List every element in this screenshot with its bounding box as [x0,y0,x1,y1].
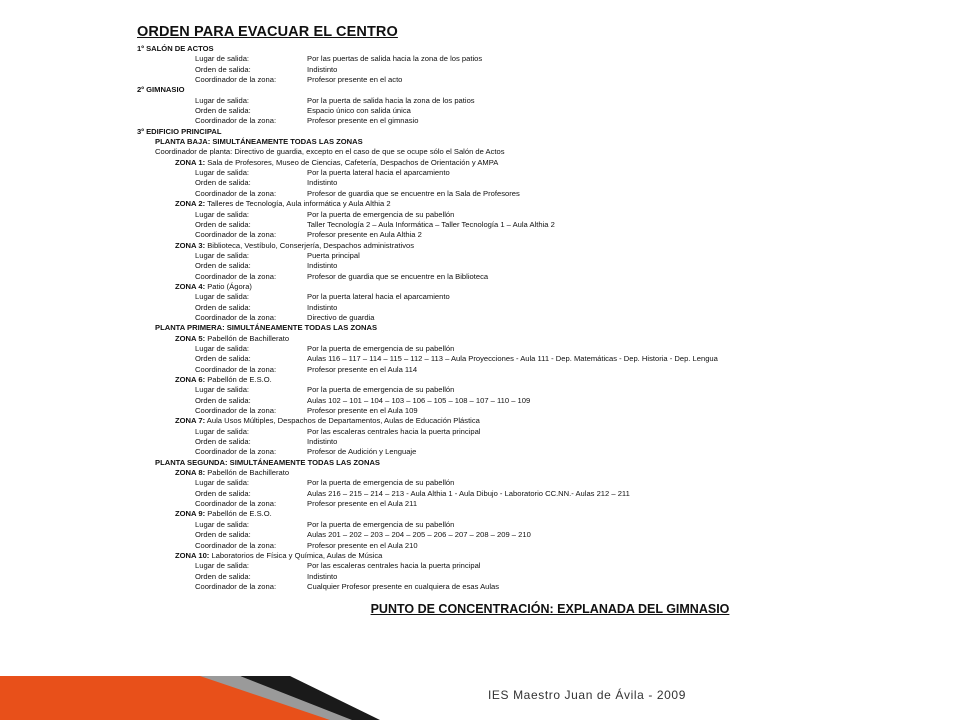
section-heading: 1º SALÓN DE ACTOS [137,44,214,53]
field-row [135,220,835,230]
field-row [135,178,835,188]
field-label: Coordinador de la zona: [195,499,277,509]
field-row [135,385,835,395]
field-label: Orden de salida: [195,178,251,188]
zone-description: Talleres de Tecnología, Aula informática y Aula Althia 2 [205,199,391,209]
field-row [135,489,835,499]
zone-description: Sala de Profesores, Museo de Ciencias, Cafetería, Despachos de Orientación y AMPA [205,157,499,167]
field-value: Indistinto [307,261,338,271]
field-value: Profesor de guardia que se encuentre en la Biblioteca [307,271,489,281]
field-value: Profesor presente en el Aula 210 [307,540,418,550]
field-value: Por la puerta de emergencia de su pabellón [307,478,455,488]
field-value: Profesor presente en el acto [307,75,403,85]
field-label: Coordinador de la zona: [195,406,277,416]
field-row [135,116,835,126]
field-value: Indistinto [307,178,338,188]
field-row [135,261,835,271]
field-label: Lugar de salida: [195,54,250,64]
field-value: Puerta principal [307,250,360,260]
field-value: Por la puerta de emergencia de su pabellón [307,209,455,219]
field-label: Orden de salida: [195,571,251,581]
field-label: Orden de salida: [195,437,251,447]
field-row [135,210,835,220]
field-label: Coordinador de la zona: [195,75,277,85]
field-value: Profesor de guardia que se encuentre en la Sala de Profesores [307,188,520,198]
field-value: Profesor presente en el Aula 114 [307,364,418,374]
field-row [135,427,835,437]
field-value: Por las puertas de salida hacia la zona de los patios [307,54,483,64]
floor-heading: PLANTA BAJA: SIMULTÁNEAMENTE TODAS LAS ZONAS [155,137,363,147]
zone-description: Pabellón de E.S.O. [205,509,272,519]
zone-label: ZONA 3: [175,240,206,250]
field-value: Espacio único con salida única [307,106,411,116]
field-label: Orden de salida: [195,530,251,540]
field-row [135,499,835,509]
zone-heading [135,468,835,478]
field-row [135,189,835,199]
zone-label: ZONA 10: [175,550,210,560]
field-label: Coordinador de la zona: [195,540,277,550]
floor-note: Coordinador de planta: Directivo de guardia, excepto en el caso de que se ocupe sólo el Salón de Actos [155,147,505,157]
zone-label: ZONA 6: [175,375,206,384]
field-label: Lugar de salida: [195,95,250,105]
field-row [135,272,835,282]
field-row [135,561,835,571]
zone-heading [135,158,835,168]
zone-description: Pabellón de Bachillerato [205,468,290,478]
field-row [135,520,835,530]
field-value: Por la puerta lateral hacia el aparcamiento [307,292,450,302]
field-row [135,406,835,416]
field-label: Lugar de salida: [195,209,250,219]
field-label: Orden de salida: [195,219,251,229]
field-row [135,437,835,447]
field-row [135,530,835,540]
field-value: Profesor presente en Aula Althia 2 [307,230,422,240]
field-label: Orden de salida: [195,354,251,364]
field-label: Coordinador de la zona: [195,364,277,374]
document-title: ORDEN PARA EVACUAR EL CENTRO [137,24,398,40]
footer-text: IES Maestro Juan de Ávila - 2009 [488,688,686,702]
section-heading: 3º EDIFICIO PRINCIPAL [137,126,222,136]
field-value: Aulas 201 – 202 – 203 – 204 – 205 – 206 – 207 – 208 – 209 – 210 [307,530,531,540]
field-label: Lugar de salida: [195,250,250,260]
field-row [135,96,835,106]
zone-label: ZONA 5: [175,333,206,343]
zone-label: ZONA 1: [175,157,206,167]
zone-description: Aula Usos Múltiples, Despachos de Departamentos, Aulas de Educación Plástica [205,416,480,426]
field-label: Coordinador de la zona: [195,116,277,126]
field-value: Por la puerta de emergencia de su pabellón [307,343,455,353]
field-row [135,54,835,64]
field-value: Profesor presente en el Aula 109 [307,406,418,416]
field-row [135,251,835,261]
field-row [135,541,835,551]
field-row [135,75,835,85]
field-value: Aulas 216 – 215 – 214 – 213 - Aula Althia 1 - Aula Dibujo - Laboratorio CC.NN.- Aulas 212 – 211 [307,488,630,498]
document-page [135,24,835,616]
field-label: Orden de salida: [195,64,251,74]
zone-heading [135,241,835,251]
field-label: Lugar de salida: [195,478,250,488]
zone-heading [135,199,835,209]
field-value: Aulas 116 – 117 – 114 – 115 – 112 – 113 – Aula Proyecciones - Aula 111 - Dep. Matemáticas - Dep. Historia - Dep. Lengua [307,354,718,364]
zone-description: Pabellón de E.S.O. [205,375,272,384]
field-label: Coordinador de la zona: [195,447,277,457]
field-row [135,582,835,592]
zone-description: Patio (Ágora) [205,281,252,291]
field-label: Lugar de salida: [195,385,250,395]
floor-heading: PLANTA PRIMERA: SIMULTÁNEAMENTE TODAS LAS ZONAS [155,323,378,333]
field-label: Lugar de salida: [195,292,250,302]
zone-label: ZONA 9: [175,509,206,519]
field-value: Profesor de Audición y Lenguaje [307,447,417,457]
field-value: Por la puerta de emergencia de su pabellón [307,519,455,529]
field-value: Cualquier Profesor presente en cualquiera de esas Aulas [307,581,500,591]
field-row [135,292,835,302]
field-label: Lugar de salida: [195,168,250,178]
section-heading: 2º GIMNASIO [137,85,185,95]
field-label: Coordinador de la zona: [195,581,277,591]
field-value: Indistinto [307,64,338,74]
field-label: Orden de salida: [195,106,251,116]
field-value: Directivo de guardia [307,312,375,322]
field-label: Orden de salida: [195,302,251,312]
field-value: Por la puerta de salida hacia la zona de los patios [307,95,475,105]
zone-label: ZONA 2: [175,199,206,209]
floor-heading: PLANTA SEGUNDA: SIMULTÁNEAMENTE TODAS LAS ZONAS [155,457,380,467]
field-label: Coordinador de la zona: [195,271,277,281]
field-row [135,65,835,75]
field-row [135,106,835,116]
field-label: Orden de salida: [195,488,251,498]
zone-description: Biblioteca, Vestíbulo, Conserjería, Despachos administrativos [205,240,415,250]
field-row [135,396,835,406]
field-value: Por las escaleras centrales hacia la puerta principal [307,426,481,436]
zone-label: ZONA 8: [175,468,206,478]
concentration-point-heading: PUNTO DE CONCENTRACIÓN: EXPLANADA DEL GIMNASIO [370,602,730,617]
field-value: Indistinto [307,437,338,447]
field-value: Aulas 102 – 101 – 104 – 103 – 106 – 105 – 108 – 107 – 110 – 109 [307,395,531,405]
zone-label: ZONA 4: [175,281,206,291]
field-value: Por la puerta de emergencia de su pabellón [307,385,455,395]
field-value: Indistinto [307,571,338,581]
field-label: Lugar de salida: [195,519,250,529]
field-label: Coordinador de la zona: [195,188,277,198]
field-value: Profesor presente en el gimnasio [307,116,419,126]
zone-heading [135,334,835,344]
field-value: Por las escaleras centrales hacia la puerta principal [307,561,481,571]
field-row [135,168,835,178]
field-row [135,354,835,364]
field-row [135,313,835,323]
zone-description: Pabellón de Bachillerato [205,333,290,343]
field-label: Lugar de salida: [195,426,250,436]
field-value: Por la puerta lateral hacia el aparcamiento [307,168,450,178]
field-label: Lugar de salida: [195,343,250,353]
field-row [135,230,835,240]
field-value: Profesor presente en el Aula 211 [307,499,418,509]
field-label: Orden de salida: [195,395,251,405]
decorative-stripes [0,676,960,720]
zone-heading [135,282,835,292]
field-label: Coordinador de la zona: [195,230,277,240]
field-value: Indistinto [307,302,338,312]
field-row [135,572,835,582]
field-row [135,365,835,375]
field-label: Coordinador de la zona: [195,312,277,322]
zone-heading [135,375,835,385]
field-label: Lugar de salida: [195,561,250,571]
zone-label: ZONA 7: [175,416,206,426]
zone-heading [135,509,835,519]
field-row [135,447,835,457]
field-label: Orden de salida: [195,261,251,271]
zone-heading [135,416,835,426]
zone-heading [135,551,835,561]
zone-description: Laboratorios de Física y Química, Aulas de Música [209,550,383,560]
field-row [135,478,835,488]
field-row [135,303,835,313]
field-row [135,344,835,354]
evacuation-order-list [135,44,835,592]
field-value: Taller Tecnología 2 – Aula Informática – Taller Tecnología 1 – Aula Althia 2 [307,219,555,229]
